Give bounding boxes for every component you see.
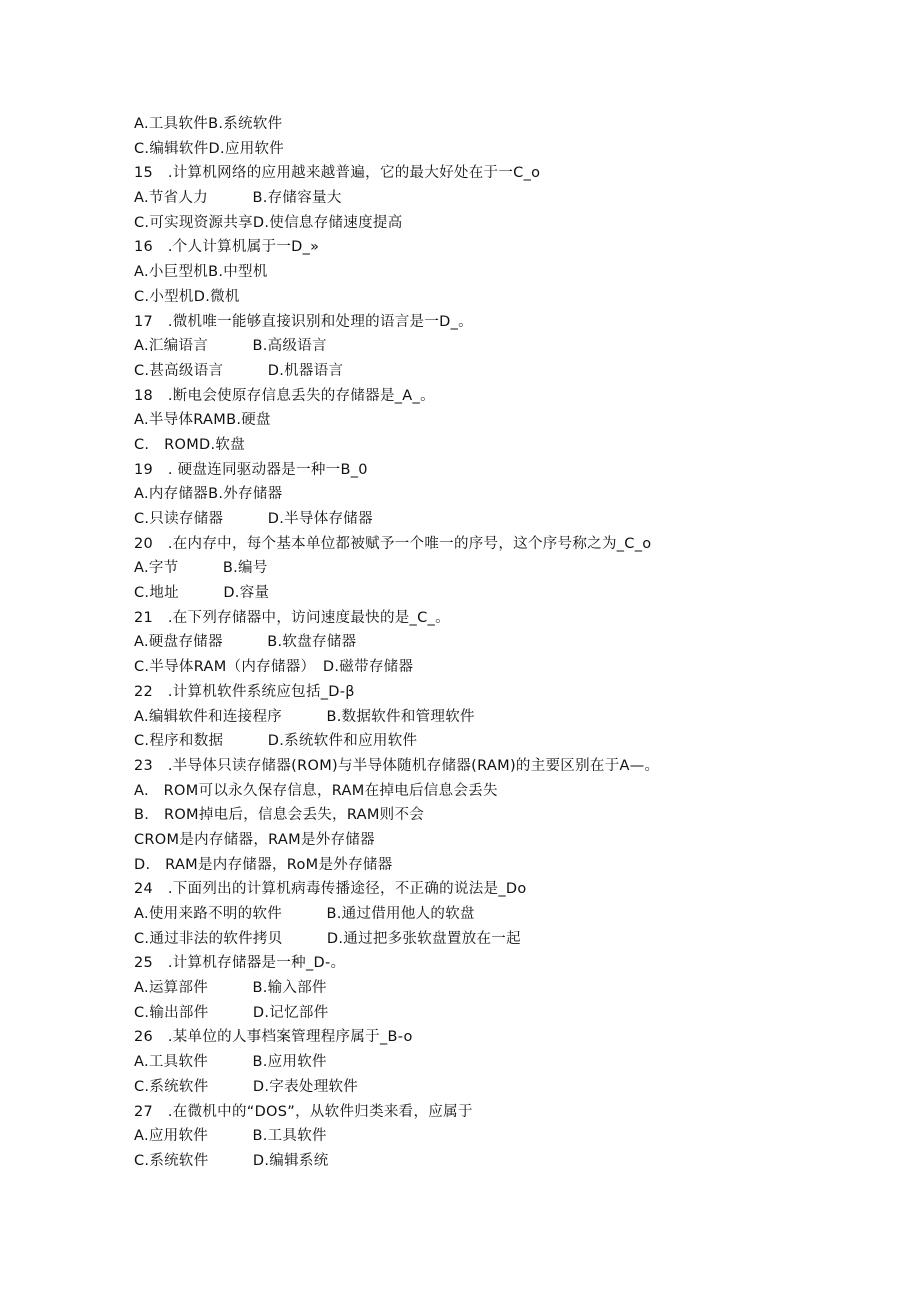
text-line: C.可实现资源共享D.使信息存储速度提高 xyxy=(134,214,403,231)
text-line: D. RAM是内存储器，RoM是外存储器 xyxy=(134,856,393,873)
text-line: 17 .微机唯一能够直接识别和处理的语言是一D_。 xyxy=(134,313,473,330)
text-line: C.程序和数据 D.系统软件和应用软件 xyxy=(134,733,418,750)
text-line: A.内存储器B.外存储器 xyxy=(134,486,283,503)
text-line: A.应用软件 B.工具软件 xyxy=(134,1128,327,1145)
text-line: CROM是内存储器，RAM是外存储器 xyxy=(134,831,375,848)
text-line: 18 .断电会使原存信息丢失的存储器是_A_。 xyxy=(134,387,435,404)
text-line: C.输出部件 D.记忆部件 xyxy=(134,1004,329,1021)
text-line: B. ROM掉电后，信息会丢失，RAM则不会 xyxy=(134,807,425,824)
text-line: A. ROM可以永久保存信息，RAM在掉电后信息会丢失 xyxy=(134,782,498,799)
text-line: A.编辑软件和连接程序 B.数据软件和管理软件 xyxy=(134,708,475,725)
text-line: 24 .下面列出的计算机病毒传播途径，不正确的说法是_Do xyxy=(134,881,527,898)
text-line: C.通过非法的软件拷贝 D.通过把多张软盘置放在一起 xyxy=(134,930,521,947)
text-line: C. ROMD.软盘 xyxy=(134,436,246,453)
text-line: C.只读存储器 D.半导体存储器 xyxy=(134,511,373,527)
document-body xyxy=(134,112,794,1174)
text-line: A.汇编语言 B.高级语言 xyxy=(134,338,327,355)
text-line: A.节省人力 B.存储容量大 xyxy=(134,190,342,207)
text-line: A.硬盘存储器 B.软盘存储器 xyxy=(134,634,357,651)
text-line: 20 .在内存中，每个基本单位都被赋予一个唯一的序号，这个序号称之为_C_o xyxy=(134,535,652,552)
text-line: A.工具软件 B.应用软件 xyxy=(134,1054,327,1071)
text-line: A.半导体RAMB.硬盘 xyxy=(134,412,271,429)
text-line: C.甚高级语言 D.机器语言 xyxy=(134,362,344,379)
text-line: C.编辑软件D.应用软件 xyxy=(134,140,285,157)
text-line: 22 .计算机软件系统应包括_D-β xyxy=(134,683,355,700)
text-line: A.使用来路不明的软件 B.通过借用他人的软盘 xyxy=(134,906,475,922)
text-line: C.系统软件 D.字表处理软件 xyxy=(134,1078,359,1095)
text-line: A.运算部件 B.输入部件 xyxy=(134,980,327,997)
text-line: C.系统软件 D.编辑系统 xyxy=(134,1152,329,1169)
text-line: 19 . 硬盘连同驱动器是一种一B_0 xyxy=(134,461,368,478)
text-line: C.半导体RAM（内存储器） D.磁带存储器 xyxy=(134,659,414,676)
text-line: C.小型机D.微机 xyxy=(134,288,240,305)
text-line: 23 .半导体只读存储器(ROM)与半导体随机存储器(RAM)的主要区别在于A—。 xyxy=(134,757,660,774)
text-line: A.小巨型机B.中型机 xyxy=(134,264,268,281)
text-line: 16 .个人计算机属于一D_» xyxy=(134,239,320,256)
text-line: 25 .计算机存储器是一种_D-。 xyxy=(134,955,346,972)
text-line: A.字节 B.编号 xyxy=(134,560,268,577)
text-line: 21 .在下列存储器中，访问速度最快的是_C_。 xyxy=(134,609,450,626)
text-line: A.工具软件B.系统软件 xyxy=(134,116,283,132)
text-line: 26 .某单位的人事档案管理程序属于_B-o xyxy=(134,1029,413,1046)
text-line: 27 .在微机中的“DOS”，从软件归类来看，应属于 xyxy=(134,1103,473,1120)
text-line: C.地址 D.容量 xyxy=(134,585,270,602)
text-line: 15 .计算机网络的应用越来越普遍，它的最大好处在于一C_o xyxy=(134,165,541,182)
